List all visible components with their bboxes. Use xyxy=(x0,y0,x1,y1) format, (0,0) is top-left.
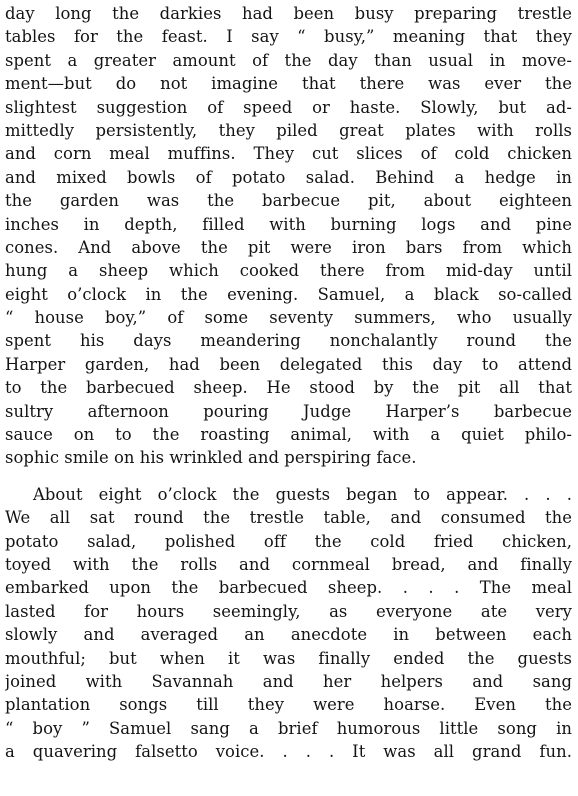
text-line: mittedly persistently, they piled great plates with rolls xyxy=(5,120,572,140)
text-line: slowly and averaged an anecdote in between each xyxy=(5,625,572,645)
text-line: We all sat round the trestle table, and consumed the xyxy=(5,508,572,528)
text-line: mouthful; but when it was finally ended the guests xyxy=(5,648,572,668)
text-line: joined with Savannah and her helpers and sang xyxy=(5,671,572,691)
text-line: Harper garden, had been delegated this day to attend xyxy=(5,354,572,374)
text-line: hung a sheep which cooked there from mid-day until xyxy=(5,261,572,281)
text-line: slightest suggestion of speed or haste. Slowly, but ad- xyxy=(5,97,572,117)
text-line: a quavering falsetto voice. . . . It was all grand fun. xyxy=(5,742,572,762)
text-line: spent a greater amount of the day than usual in move- xyxy=(5,50,572,70)
paragraph-guests-arrive xyxy=(5,483,572,764)
text-line: inches in depth, filled with burning logs and pine xyxy=(5,214,572,234)
text-line: to the barbecued sheep. He stood by the pit all that xyxy=(5,378,572,398)
text-line: eight o’clock in the evening. Samuel, a black so-called xyxy=(5,284,572,304)
text-line: “ house boy,” of some seventy summers, who usually xyxy=(5,308,572,328)
text-line: spent his days meandering nonchalantly round the xyxy=(5,331,572,351)
text-line: day long the darkies had been busy preparing trestle xyxy=(5,4,572,23)
text-line: cones. And above the pit were iron bars from which xyxy=(5,237,572,257)
text-line: ment—but do not imagine that there was ever the xyxy=(5,74,572,94)
text-line: and corn meal muffins. They cut slices of cold chicken xyxy=(5,144,572,164)
text-line: sauce on to the roasting animal, with a quiet philo- xyxy=(5,425,572,445)
text-line: sophic smile on his wrinkled and perspiring face. xyxy=(5,448,417,468)
text-line: and mixed bowls of potato salad. Behind a hedge in xyxy=(5,167,572,187)
text-line: tables for the feast. I say “ busy,” meaning that they xyxy=(5,27,572,47)
text-line: potato salad, polished off the cold fried chicken, xyxy=(5,531,572,551)
text-line: “ boy ” Samuel sang a brief humorous little song in xyxy=(5,718,572,738)
text-line: toyed with the rolls and cornmeal bread, and finally xyxy=(5,554,572,574)
text-line: sultry afternoon pouring Judge Harper’s barbecue xyxy=(5,401,572,421)
paragraph-barbecue-preparation xyxy=(5,2,572,470)
text-line: plantation songs till they were hoarse. Even the xyxy=(5,695,572,715)
text-line: lasted for hours seemingly, as everyone ate very xyxy=(5,601,572,621)
text-line: embarked upon the barbecued sheep. . . . The meal xyxy=(5,578,572,598)
text-line: the garden was the barbecue pit, about eighteen xyxy=(5,191,572,211)
text-line: About eight o’clock the guests began to appear. . . . xyxy=(33,484,572,504)
